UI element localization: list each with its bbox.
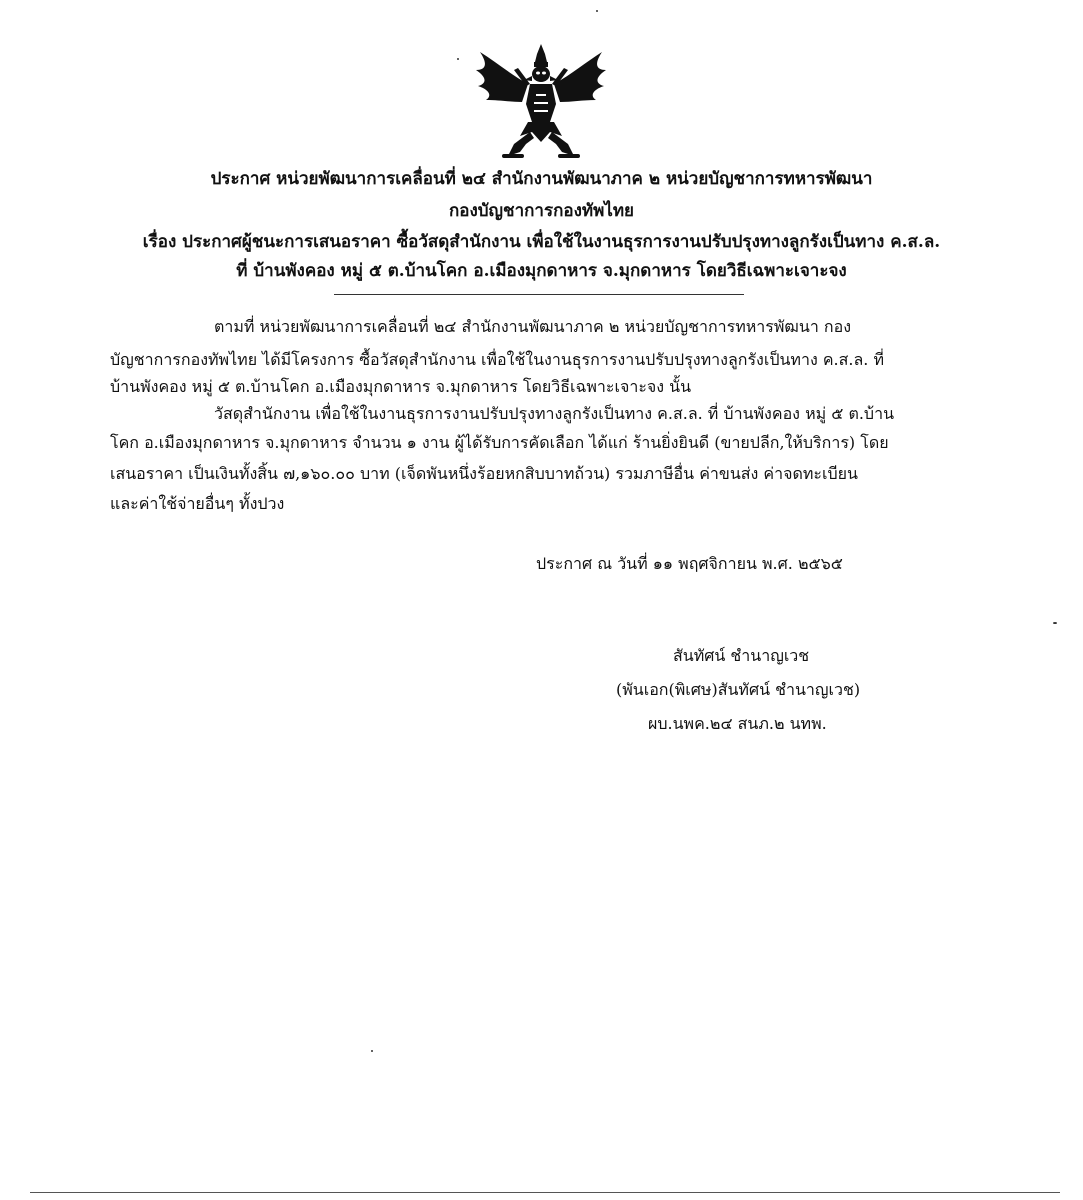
signature-position: ผบ.นพค.๒๔ สนภ.๒ นทพ. [648, 714, 827, 733]
body-paragraph-2-line-4: และค่าใช้จ่ายอื่นๆ ทั้งปวง [110, 494, 285, 513]
signature-name: สันทัศน์ ชำนาญเวช [673, 646, 810, 665]
body-paragraph-2-line-3: เสนอราคา เป็นเงินทั้งสิ้น ๗,๑๖๐.๐๐ บาท (เจ็ดพันหนึ่งร้อยหกสิบบาทถ้วน) รวมภาษีอื่น ค่าขนส่ง ค่าจดทะเบียน [110, 464, 858, 483]
heading-divider [334, 294, 744, 295]
heading-subject-line: เรื่อง ประกาศผู้ชนะการเสนอราคา ซื้อวัสดุสำนักงาน เพื่อใช้ในงานธุรการงานปรับปรุงทางลูกรังเป็นทาง ค.ส.ล. [142, 232, 941, 252]
scan-speck [596, 10, 598, 12]
heading-line-2: กองบัญชาการกองทัพไทย [448, 201, 635, 221]
body-paragraph-1-line-1: ตามที่ หน่วยพัฒนาการเคลื่อนที่ ๒๔ สำนักงานพัฒนาภาค ๒ หน่วยบัญชาการทหารพัฒนา กอง [214, 317, 851, 336]
garuda-emblem-icon [466, 40, 616, 162]
scan-speck [1053, 622, 1057, 624]
body-paragraph-1-line-3: บ้านพังคอง หมู่ ๕ ต.บ้านโคก อ.เมืองมุกดาหาร จ.มุกดาหาร โดยวิธีเฉพาะเจาะจง นั้น [110, 377, 692, 396]
scan-speck [457, 58, 459, 60]
body-paragraph-1-line-2: บัญชาการกองทัพไทย ได้มีโครงการ ซื้อวัสดุสำนักงาน เพื่อใช้ในงานธุรการงานปรับปรุงทางลูกรังเป็นทาง ค.ส.ล. ที่ [110, 350, 885, 369]
scan-speck [371, 1050, 373, 1052]
body-paragraph-2-line-2: โคก อ.เมืองมุกดาหาร จ.มุกดาหาร จำนวน ๑ งาน ผู้ได้รับการคัดเลือก ได้แก่ ร้านยิ่งยินดี (ขายปลีก,ให้บริการ) โดย [110, 433, 889, 452]
body-paragraph-2-line-1: วัสดุสำนักงาน เพื่อใช้ในงานธุรการงานปรับปรุงทางลูกรังเป็นทาง ค.ส.ล. ที่ บ้านพังคอง หมู่ ๕ ต.บ้าน [214, 404, 895, 423]
signature-full-name: (พันเอก(พิเศษ)สันทัศน์ ชำนาญเวช) [616, 680, 861, 699]
announcement-date: ประกาศ ณ วันที่ ๑๑ พฤศจิกายน พ.ศ. ๒๕๖๕ [536, 554, 843, 573]
scan-edge-line [30, 1192, 1060, 1193]
heading-location-line: ที่ บ้านพังคอง หมู่ ๕ ต.บ้านโคก อ.เมืองมุกดาหาร จ.มุกดาหาร โดยวิธีเฉพาะเจาะจง [236, 261, 847, 281]
heading-line-1: ประกาศ หน่วยพัฒนาการเคลื่อนที่ ๒๔ สำนักงานพัฒนาภาค ๒ หน่วยบัญชาการทหารพัฒนา [210, 169, 873, 189]
